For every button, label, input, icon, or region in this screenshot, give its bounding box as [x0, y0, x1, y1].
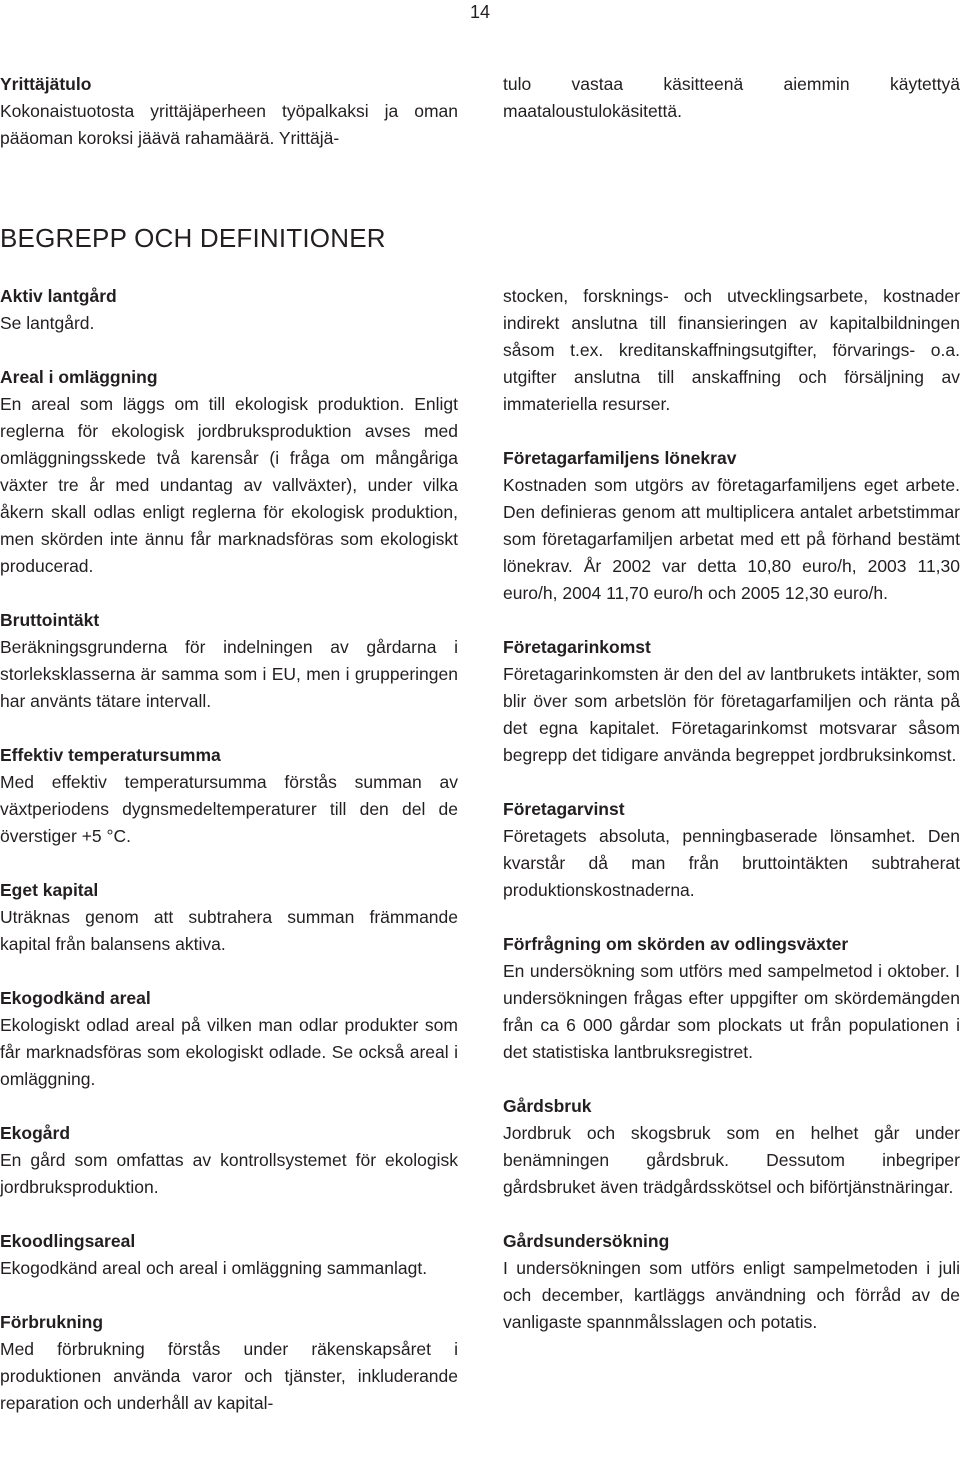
entry-term: Företagarfamiljens lönekrav — [503, 448, 737, 468]
entry-definition: Företagarinkomsten är den del av lantbrukets intäkter, som blir över som arbetslön för företagarfamiljen och ränta på det egna kapitalet. Företagarinkomst motsvarar såsom begrepp det tidigare använda begreppet jordbruksinkomst. — [503, 664, 960, 765]
entry-definition: Företagets absoluta, penningbaserade lönsamhet. Den kvarstår då man från bruttointäkten subtraherat produktionskostnaderna. — [503, 826, 960, 900]
entry-term: Gårdsbruk — [503, 1096, 592, 1116]
entry-definition: I undersökningen som utförs enligt sampelmetoden i juli och december, kartläggs användning och förråd av de vanligaste spannmålsslagen och potatis. — [503, 1258, 960, 1332]
entry-term: Effektiv temperatursumma — [0, 745, 221, 765]
entry-term: Ekoodlingsareal — [0, 1231, 136, 1251]
entry-term: Förbrukning — [0, 1312, 104, 1332]
definition-entry — [503, 931, 960, 1066]
entry-term: Företagarinkomst — [503, 637, 651, 657]
entry-definition: Ekogodkänd areal och areal i omläggning sammanlagt. — [0, 1258, 428, 1278]
entry-term: Förfrågning om skörden av odlingsväxter — [503, 934, 849, 954]
entry-definition: Med effektiv temperatursumma förstås summan av växtperiodens dygnsmedeltemperaturer till den del de överstiger +5 °C. — [0, 772, 458, 846]
entry-definition: En areal som läggs om till ekologisk produktion. Enligt reglerna för ekologisk jordbruksproduktion avses med omläggningsskede två karensår (i fråga om mångåriga växter tre år med undantag av vallväxter), under vilka åkern skall odlas enligt reglerna för ekologisk produktion, men skörden inte ännu får marknadsföras som ekologiskt producerad. — [0, 394, 458, 576]
entry-definition: Ekologiskt odlad areal på vilken man odlar produkter som får marknadsföras som ekologiskt odlade. Se också areal i omläggning. — [0, 1015, 458, 1089]
left-column — [0, 283, 458, 1444]
definition-entry — [0, 742, 458, 850]
entry-definition: Beräkningsgrunderna för indelningen av gårdarna i storleksklasserna är samma som i EU, men i grupperingen har använts tätare intervall. — [0, 637, 458, 711]
entry-term: Företagarvinst — [503, 799, 625, 819]
entry-term: Yrittäjätulo — [0, 74, 92, 94]
definition-entry — [0, 1228, 458, 1282]
section-title: BEGREPP OCH DEFINITIONER — [0, 223, 386, 253]
definition-entry — [0, 364, 458, 580]
entry-term: Ekogodkänd areal — [0, 988, 151, 1008]
entry-term: Gårdsundersökning — [503, 1231, 670, 1251]
definition-entry — [503, 445, 960, 607]
definition-entry — [503, 634, 960, 769]
definition-entry — [0, 283, 458, 337]
definition-entry — [0, 1120, 458, 1201]
entry-definition: Uträknas genom att subtrahera summan främmande kapital från balansens aktiva. — [0, 907, 458, 954]
definition-entry — [503, 1228, 960, 1336]
page-number: 14 — [469, 2, 491, 22]
entry-definition: Se lantgård. — [0, 313, 95, 333]
continuation-text: tulo vastaa käsitteenä aiemmin käytettyä maataloustulokäsitettä. — [503, 74, 960, 121]
entry-term: Ekogård — [0, 1123, 71, 1143]
entry-definition: Kostnaden som utgörs av företagarfamiljens eget arbete. Den definieras genom att multiplicera antalet arbetstimmar som företagarfamiljen arbetat med ett på förhand bestämt lönekrav. År 2002 var detta 10,80 euro/h, 2003 11,30 euro/h, 2004 11,70 euro/h och 2005 12,30 euro/h. — [503, 475, 960, 603]
entry-definition: En gård som omfattas av kontrollsystemet för ekologisk jordbruksproduktion. — [0, 1150, 458, 1197]
entry-definition: Med förbrukning förstås under räkenskapsåret i produktionen använda varor och tjänster, inkluderande reparation och underhåll av kapital- — [0, 1339, 458, 1413]
definition-entry — [0, 607, 458, 715]
right-column — [503, 283, 960, 1363]
entry-term: Areal i omläggning — [0, 367, 158, 387]
entry-term: Eget kapital — [0, 880, 99, 900]
top-left-entry — [0, 71, 458, 152]
entry-definition: En undersökning som utförs med sampelmetod i oktober. I undersökningen frågas efter uppgifter om skördemängden från ca 6 000 gårdar som plockats ut från populationen i det statistiska lantbruksregistret. — [503, 961, 960, 1062]
definition-entry — [0, 1309, 458, 1417]
definition-entry — [503, 796, 960, 904]
definition-entry — [0, 877, 458, 958]
entry-definition: Kokonaistuotosta yrittäjäperheen työpalkaksi ja oman pääoman koroksi jäävä rahamäärä. Yrittäjä- — [0, 101, 458, 148]
definition-entry — [503, 1093, 960, 1201]
entry-definition: Jordbruk och skogsbruk som en helhet går under benämningen gårdsbruk. Dessutom inbegriper gårdsbruket även trädgårdsskötsel och biförtjänstnäringar. — [503, 1123, 960, 1197]
entry-term: Aktiv lantgård — [0, 286, 117, 306]
entry-term: Bruttointäkt — [0, 610, 100, 630]
top-right-continuation — [503, 71, 960, 125]
definition-entry — [0, 985, 458, 1093]
continuation-text: stocken, forsknings- och utvecklingsarbete, kostnader indirekt anslutna till finansieringen av kapitalbildningen såsom t.ex. kreditanskaffningsutgifter, förvarings- o.a. utgifter anslutna till anskaffning och försäljning av immateriella resurser. — [503, 286, 960, 414]
